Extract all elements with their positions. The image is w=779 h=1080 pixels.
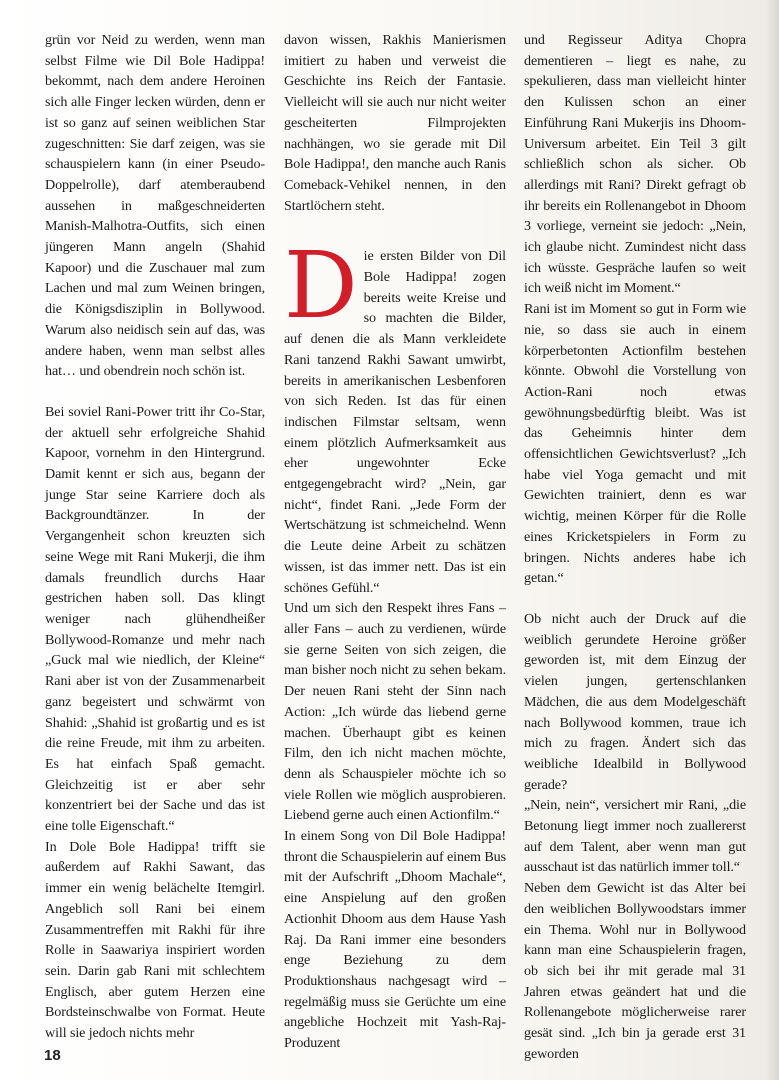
- paragraph: Rani ist im Moment so gut in Form wie nie, so dass sie auch in einem körperbetonten Actionfilm bestehen könnte. Obwohl die Vorstellung von Action-Rani noch etwas gewöhnungsbedürftig bleibt. Was ist das Geheimnis hinter dem offensichtlichen Gewichtsverlust? „Ich habe viel Yoga gemacht und mit Gewichten trainiert, denn es war wichtig, meinen Körper für die Rolle eines Kricketspielers in Form zu bringen. Nichts anderes habe ich getan.“: [524, 301, 746, 587]
- paragraph: „Nein, nein“, versichert mir Rani, „die Betonung liegt immer noch zuallererst auf dem Talent, aber wenn man gut ausschaut ist das natürlich immer toll.“: [524, 797, 746, 876]
- paragraph: Bei soviel Rani-Power tritt ihr Co-Star, der aktuell sehr erfolgreiche Shahid Kapoor, vornehm in den Hintergrund. Damit kennt er sich aus, begann der junge Star seine Karriere doch als Backgroundtänzer. In der Vergangenheit schon kreuzten sich seine Wege mit Rani Mukerji, die ihm damals freundlich durchs Haar gestrichen haben soll. Das klingt weniger nach glühendheißer Bollywood-Romanze und mehr nach „Guck mal wie niedlich, der Kleine“ Rani aber ist von der Zusammenarbeit ganz begeistert und schwärmt von Shahid: „Shahid ist großartig und es ist die reine Freude, mit ihm zu arbeiten. Es hat einfach Spaß gemacht. Gleichzeitig ist er aber sehr konzentriert bei der Sache und das ist eine tolle Eigenschaft.“: [45, 403, 265, 835]
- page-edge-shadow: [765, 0, 779, 1080]
- paragraph-text: ie ersten Bilder von Dil Bole Hadippa! zogen bereits weite Kreise und so machten die Bilder, auf denen die als Mann verkleidete Rani tanzend Rakhi Sawant umwirbt, bereits in amerikanischen Lesbenforen von sich Reden. Ist das für einen indischen Filmstar seltsam, wenn einem plötzlich Aufmerksamkeit aus eher ungewohnter Ecke entgegengebracht wird? „Nein, gar nicht“, findet Rani. „Jede Form der Wertschätzung ist schmeichelnd. Wenn die Leute deine Arbeit zu schätzen wissen, ist das immer nett. Das ist ein schönes Gefühl.“: [284, 248, 506, 596]
- article-column-1: [45, 30, 265, 1044]
- paragraph: davon wissen, Rakhis Manierismen imitiert zu haben und verweist die Geschichte ins Reich der Fantasie. Vielleicht will sie auch nur nicht weiter gescheiterten Filmprojekten nachhängen, wo sie gerade mit Dil Bole Hadippa!, den manche auch Ranis Comeback-Vehikel nennen, in den Startlöchern steht.: [284, 32, 506, 214]
- paragraph: In Dole Bole Hadippa! trifft sie außerdem auf Rakhi Sawant, das immer ein wenig belächelte Itemgirl. Angeblich soll Rani bei einem Zusammentreffen mit Rakhi für ihre Rolle in Saawariya inspiriert worden sein. Darin gab Rani mit schlechtem Englisch, aber gutem Herzen eine Bordsteinschwalbe von Format. Heute will sie jedoch nichts mehr: [45, 838, 265, 1042]
- paragraph-with-dropcap: [284, 232, 506, 598]
- article-column-2: [284, 30, 506, 1054]
- paragraph: In einem Song von Dil Bole Hadippa! thront die Schauspielerin auf einem Bus mit der Aufschrift „Dhoom Machale“, eine Anspielung auf den großen Actionhit Dhoom aus dem Hause Yash Raj. Da Rani immer eine besonders enge Beziehung zu dem Produktionshaus nachgesagt wird – regelmäßig muss sie Gerüchte um eine angebliche Hochzeit mit Yash-Raj-Produzent: [284, 828, 506, 1052]
- article-column-3: [524, 30, 746, 1064]
- drop-cap-letter: D: [284, 232, 358, 340]
- paragraph: grün vor Neid zu werden, wenn man selbst Filme wie Dil Bole Hadippa! bekommt, nach dem andere Heroinen sich alle Finger lecken würden, denn er ist so ganz auf seinen weiblichen Star zugeschnitten: Sie darf zeigen, was sie schauspielern kann (in einer Pseudo-Doppelrolle), darf atemberaubend aussehen in maßgeschneiderten Manish-Malhotra-Outfits, sich einen jüngeren Mann angeln (Shahid Kapoor) und die Zuschauer mal zum Lachen und mal zum Weinen bringen, die Königsdisziplin in Bollywood. Warum also neidisch sein auf das, was andere haben, wenn man selbst alles hat… und obendrein noch schön ist.: [45, 32, 265, 380]
- paragraph: Neben dem Gewicht ist das Alter bei den weiblichen Bollywoodstars immer ein Thema. Wohl nur in Bollywood kann man eine Schauspielerin fragen, ob sich bei ihr mit gerade mal 31 Jahren etwas geändert hat und die Rollenangebote möglicherweise rarer gesät sind. „Ich bin ja gerade erst 31 geworden: [524, 880, 746, 1062]
- paragraph: Und um sich den Respekt ihres Fans – aller Fans – auch zu verdienen, würde sie gerne Seiten von sich zeigen, die man bisher noch nicht zu sehen bekam. Der neuen Rani steht der Sinn nach Action: „Ich würde das liebend gerne machen. Überhaupt gibt es keinen Film, den ich nicht machen möchte, denn als Schauspieler möchte ich so viele Rollen wie möglich ausprobieren. Liebend gerne auch einen Actionfilm.“: [284, 600, 506, 824]
- paragraph: und Regisseur Aditya Chopra dementieren – liegt es nahe, zu spekulieren, dass man vielleicht hinter den Kulissen schon an einer Einführung Rani Mukerjis ins Dhoom-Universum arbeitet. Ein Teil 3 gilt schließlich schon als sicher. Ob allerdings mit Rani? Direkt gefragt ob ihr bereits ein Rollenangebot in Dhoom 3 vorliege, verneint sie jedoch: „Nein, ich glaube nicht. Zumindest nicht dass ich wüsste. Gespräche laufen so weit ich weiß nicht im Moment.“: [524, 32, 746, 297]
- page-number: 18: [44, 1047, 61, 1064]
- paragraph: Ob nicht auch der Druck auf die weiblich gerundete Heroine größer geworden ist, mit dem Einzug der vielen jungen, gertenschlanken Mädchen, die aus dem Modelgeschäft nach Bollywood kommen, traue ich mich zu fragen. Ändert sich das weibliche Idealbild in Bollywood gerade?: [524, 610, 746, 793]
